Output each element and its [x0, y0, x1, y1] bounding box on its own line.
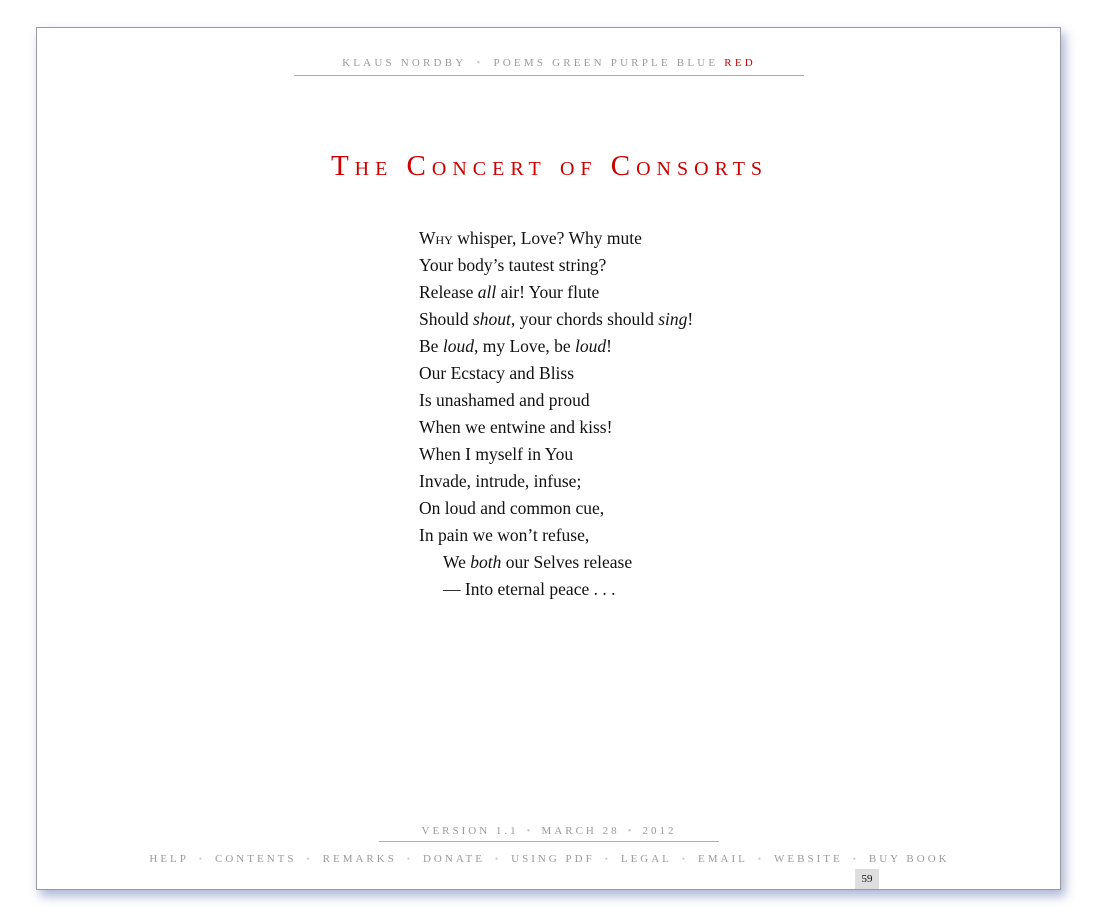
poem-line: [419, 225, 693, 252]
nav-separator: •: [494, 854, 502, 864]
poem-line: [419, 468, 693, 495]
poem-text: When I myself in You: [419, 444, 574, 464]
poem-text: We: [443, 552, 471, 572]
poem-line: [419, 495, 693, 522]
poem-text: On loud and common cue,: [419, 498, 605, 518]
poem-text: In pain we won’t refuse,: [419, 525, 590, 545]
version-info: [379, 825, 719, 842]
poem-text: Release: [419, 282, 478, 302]
version-year: 2012: [642, 825, 677, 837]
nav-link-remarks[interactable]: REMARKS: [322, 853, 397, 865]
poem-line: [419, 414, 693, 441]
poem-text: Should: [419, 309, 473, 329]
nav-link-donate[interactable]: DONATE: [422, 853, 485, 865]
nav-separator: •: [198, 854, 206, 864]
nav-separator: •: [757, 854, 765, 864]
collection-highlight: RED: [724, 57, 756, 69]
footer-separator: •: [526, 825, 534, 837]
poem-line: [419, 252, 693, 279]
version-label: VERSION 1.1: [421, 825, 519, 837]
nav-link-buy-book[interactable]: BUY BOOK: [868, 853, 950, 865]
nav-link-contents[interactable]: CONTENTS: [215, 853, 297, 865]
poem-line: [419, 441, 693, 468]
collection-title: POEMS GREEN PURPLE BLUE: [493, 57, 719, 69]
poem-line: [419, 333, 693, 360]
footer-separator: •: [627, 825, 635, 837]
poem-text: Invade, intrude, infuse;: [419, 471, 582, 491]
nav-link-website[interactable]: WEBSITE: [774, 853, 843, 865]
poem-text: Is unashamed and proud: [419, 390, 590, 410]
nav-separator: •: [406, 854, 413, 864]
nav-link-using-pdf[interactable]: USING PDF: [511, 853, 595, 865]
poem-text: !: [606, 336, 612, 356]
poem-line: [419, 576, 693, 603]
nav-link-help[interactable]: HELP: [149, 853, 189, 865]
poem-text: — Into eternal peace . . .: [443, 579, 616, 599]
poem-text: whisper, Love? Why mute: [452, 228, 642, 248]
nav-separator: •: [852, 854, 859, 864]
poem-line: [419, 279, 693, 306]
running-head: [294, 57, 804, 76]
nav-separator: •: [604, 854, 611, 864]
poem-line: [419, 306, 693, 333]
nav-separator: •: [681, 854, 689, 864]
poem-line: [419, 522, 693, 549]
nav-link-legal[interactable]: LEGAL: [620, 853, 672, 865]
poem-emphasis: both: [470, 552, 502, 572]
nav-separator: •: [306, 854, 313, 864]
poem-text: Your body’s tautest string?: [419, 255, 607, 275]
poem-text: !: [687, 309, 694, 329]
poem-first-word: Why: [419, 228, 453, 248]
poem-text: air! Your flute: [496, 282, 600, 302]
header-separator: •: [476, 57, 484, 69]
poem-text: , my Love, be: [473, 336, 576, 356]
poem-body: [419, 225, 693, 603]
version-date: MARCH 28: [541, 825, 620, 837]
poem-text: When we entwine and kiss!: [419, 417, 613, 437]
poem-emphasis: sing: [658, 309, 688, 329]
page-number: 59: [855, 869, 879, 889]
poem-emphasis: loud: [442, 336, 474, 356]
poem-text: Be: [419, 336, 443, 356]
poem-line: [419, 387, 693, 414]
poem-text: Our Ecstacy and Bliss: [419, 363, 575, 383]
poem-line: [419, 360, 693, 387]
page: [36, 27, 1061, 890]
poem-text: our Selves release: [501, 552, 633, 572]
footer-nav: [37, 853, 1062, 865]
nav-link-email[interactable]: EMAIL: [698, 853, 748, 865]
poem-title: The Concert of Consorts: [330, 150, 769, 182]
poem-emphasis: loud: [575, 336, 607, 356]
poem-emphasis: shout: [472, 309, 511, 329]
poem-emphasis: all: [477, 282, 497, 302]
poem-line: [419, 549, 693, 576]
author-name: KLAUS NORDBY: [342, 57, 467, 69]
poem-text: , your chords should: [510, 309, 659, 329]
